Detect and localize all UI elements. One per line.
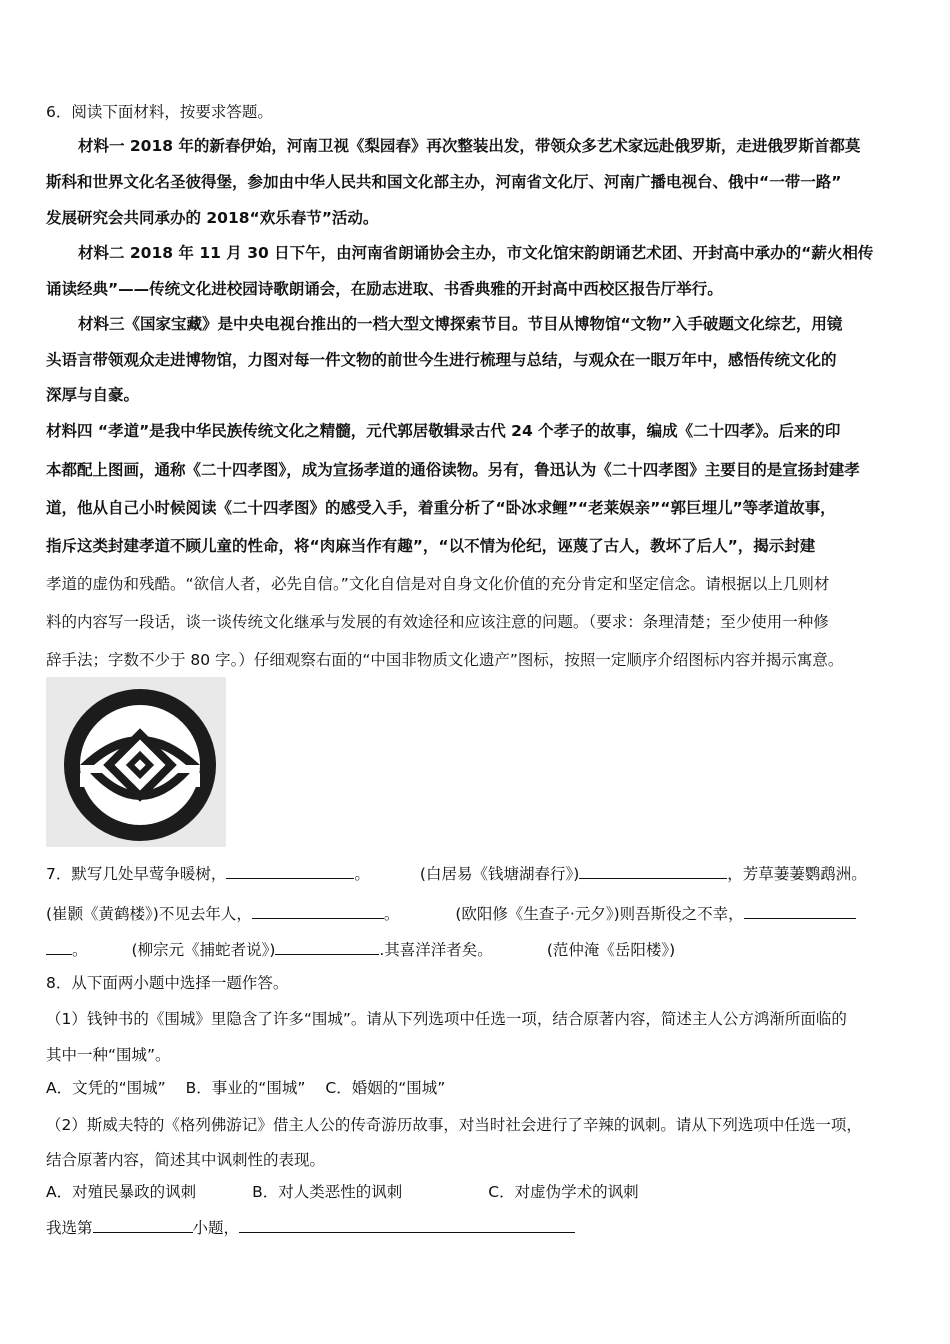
material-4-line: 料的内容写一段话，谈一谈传统文化继承与发展的有效途径和应该注意的问题。（要求：条理清楚；至少使用一种修: [46, 613, 829, 631]
material-2-line: 诵读经典”——传统文化进校园诗歌朗诵会，在励志进取、书香典雅的开封高中西校区报告厅举行。: [46, 280, 723, 298]
material-4-line: 指斥这类封建孝道不顾儿童的性命，将“肉麻当作有趣”，“以不情为伦纪，诬蔑了古人，教坏了后人”，揭示封建: [46, 537, 816, 555]
answer-label: 我选第: [46, 1219, 93, 1237]
option: C．对虚伪学术的讽刺: [488, 1183, 639, 1201]
material-4-line: 道，他从自己小时候阅读《二十四孝图》的感受入手，着重分析了“卧冰求鲤”“老莱娱亲”“郭巨埋儿”等孝道故事，: [46, 499, 836, 517]
answer-blank[interactable]: [252, 902, 384, 919]
answer-blank[interactable]: [744, 902, 856, 919]
answer-label: 小题，: [192, 1219, 240, 1237]
q7-source: (崔颢《黄鹤楼》)不见去年人，: [46, 905, 252, 923]
q7-line-2: [46, 902, 916, 924]
q7-prompt: 7．默写几处早莺争暖树，: [46, 865, 227, 883]
material-3-line: 材料三《国家宝藏》是中央电视台推出的一档大型文博探索节目。节目从博物馆“文物”入手破题文化综艺，用镜: [78, 315, 843, 333]
intangible-heritage-logo: [46, 677, 226, 847]
q7-source: (范仲淹《岳阳楼》): [546, 941, 676, 959]
answer-blank[interactable]: [239, 1216, 575, 1233]
option: B．对人类恶性的讽刺: [252, 1183, 403, 1201]
q7-source: (柳宗元《捕蛇者说》): [131, 941, 276, 959]
q7-source: (欧阳修《生查子·元夕》)则吾斯役之不幸，: [455, 905, 744, 923]
q8-part1-line: （1）钱钟书的《围城》里隐含了许多“围城”。请从下列选项中任选一项，结合原著内容，简述主人公方鸿渐所面临的: [46, 1010, 847, 1028]
material-1-line: 斯科和世界文化名圣彼得堡，参加由中华人民共和国文化部主办，河南省文化厅、河南广播电视台、俄中“一带一路”: [46, 173, 842, 191]
answer-blank[interactable]: [226, 862, 354, 879]
q8-part2-line: （2）斯威夫特的《格列佛游记》借主人公的传奇游历故事，对当时社会进行了辛辣的讽刺。请从下列选项中任选一项，: [46, 1116, 862, 1134]
option: B．事业的“围城”: [185, 1079, 306, 1097]
material-1-line: 材料一 2018 年的新春伊始，河南卫视《梨园春》再次整装出发，带领众多艺术家远赴俄罗斯，走进俄罗斯首都莫: [78, 137, 861, 155]
material-4-line: 孝道的虚伪和残酷。“欲信人者，必先自信。”文化自信是对自身文化价值的充分肯定和坚定信念。请根据以上几则材: [46, 575, 830, 593]
option: A．对殖民暴政的讽刺: [46, 1183, 197, 1201]
punct: 。: [354, 865, 370, 883]
q7-source: (白居易《钱塘湖春行》): [419, 865, 580, 883]
material-4-line: 材料四 “孝道”是我中华民族传统文化之精髓，元代郭居敬辑录古代 24 个孝子的故事，编成《二十四孝》。后来的印: [46, 422, 841, 440]
punct: 。: [72, 941, 88, 959]
q8-part2-line: 结合原著内容，简述其中讽刺性的表现。: [46, 1151, 326, 1169]
q8-options-1: [46, 1078, 916, 1098]
material-4-line: 本都配上图画，通称《二十四孝图》，成为宣扬孝道的通俗读物。另有，鲁迅认为《二十四孝图》主要目的是宣扬封建孝: [46, 461, 860, 479]
material-1-line: 发展研究会共同承办的 2018“欢乐春节”活动。: [46, 209, 379, 227]
answer-blank[interactable]: [93, 1216, 193, 1233]
q7-line-1: [46, 862, 916, 884]
material-3-line: 深厚与自豪。: [46, 386, 140, 404]
material-4-line: 辞手法；字数不少于 80 字。）仔细观察右面的“中国非物质文化遗产”图标，按照一定顺序介绍图标内容并揭示寓意。: [46, 651, 844, 669]
q8-header: 8．从下面两小题中选择一题作答。: [46, 974, 289, 992]
punct: 。: [383, 905, 400, 923]
material-2-line: 材料二 2018 年 11 月 30 日下午，由河南省朗诵协会主办，市文化馆宋韵朗诵艺术团、开封高中承办的“薪火相传: [78, 244, 874, 262]
q7-text: ，芳草萋萋鹦鹉洲。: [727, 865, 867, 883]
q8-part1-line: 其中一种“围城”。: [46, 1046, 171, 1064]
material-3-line: 头语言带领观众走进博物馆，力图对每一件文物的前世今生进行梳理与总结，与观众在一眼万年中，感悟传统文化的: [46, 351, 837, 369]
option: A．文凭的“围城”: [46, 1079, 166, 1097]
q7-line-3: [46, 938, 916, 960]
q7-text: .其喜洋洋者矣。: [379, 941, 493, 959]
option: C．婚姻的“围城”: [325, 1079, 446, 1097]
q6-header: 6．阅读下面材料，按要求答题。: [46, 103, 273, 121]
answer-blank[interactable]: [275, 938, 379, 955]
answer-blank[interactable]: [46, 938, 72, 955]
answer-blank[interactable]: [579, 862, 727, 879]
q8-answer-line: [46, 1216, 916, 1238]
q8-options-2: [46, 1182, 916, 1202]
